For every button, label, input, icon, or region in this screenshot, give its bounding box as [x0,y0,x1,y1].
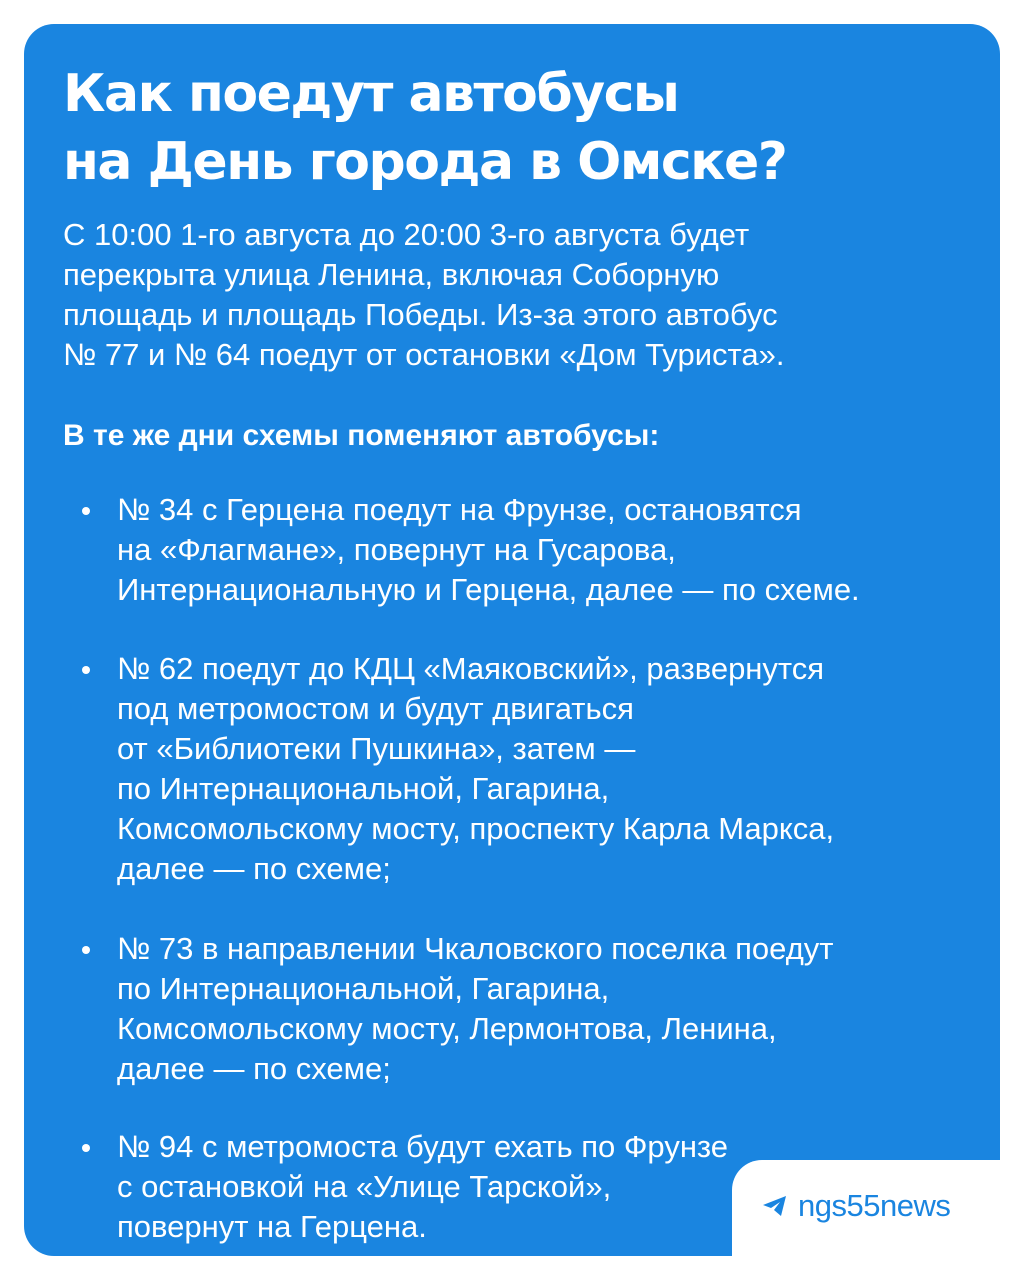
list-item-line: от «Библиотеки Пушкина», затем — [117,731,636,766]
list-item-line: Комсомольскому мосту, проспекту Карла Маркса, [117,811,835,846]
intro-paragraph [63,215,973,375]
info-card [24,24,1000,1256]
list-item-line: под метромостом и будут двигаться [117,691,634,726]
page-title [63,60,963,196]
intro-line: С 10:00 1-го августа до 20:00 3-го августа будет [63,217,750,252]
bullet-dot [82,946,90,954]
badge-content [762,1184,1000,1228]
list-item-line: № 73 в направлении Чкаловского поселка поедут [117,931,834,966]
list-item-text [117,1127,728,1247]
list-item-text [117,649,834,889]
list-item-line: Интернациональную и Герцена, далее — по схеме. [117,572,860,607]
section-heading: В те же дни схемы поменяют автобусы: [63,419,660,452]
title-line: на День города в Омске? [63,132,787,192]
title-line: Как поедут автобусы [63,64,679,124]
intro-line: площадь и площадь Победы. Из-за этого автобус [63,297,778,332]
bullet-dot [82,1144,90,1152]
telegram-channel-badge[interactable] [732,1160,1000,1256]
list-item-line: № 34 с Герцена поедут на Фрунзе, остановятся [117,492,802,527]
list-item-line: № 94 с метромоста будут ехать по Фрунзе [117,1129,729,1164]
bullet-dot [82,666,90,674]
bullet-dot [82,507,90,515]
list-item-line: на «Флагмане», повернут на Гусарова, [117,532,676,567]
list-item-line: № 62 поедут до КДЦ «Маяковский», развернутся [117,651,825,686]
intro-line: перекрыта улица Ленина, включая Соборную [63,257,720,292]
list-item-line: повернут на Герцена. [117,1209,427,1244]
list-item-line: далее — по схеме; [117,851,391,886]
list-item-line: далее — по схеме; [117,1051,391,1086]
list-item-line: с остановкой на «Улице Тарской», [117,1169,612,1204]
list-item-text [117,490,860,610]
list-item-line: по Интернациональной, Гагарина, [117,971,610,1006]
intro-line: № 77 и № 64 поедут от остановки «Дом Туриста». [63,337,785,372]
list-item-line: Комсомольскому мосту, Лермонтова, Ленина, [117,1011,777,1046]
list-item-text [117,929,834,1089]
channel-name: ngs55news [798,1188,951,1223]
telegram-icon [762,1194,788,1218]
list-item-line: по Интернациональной, Гагарина, [117,771,610,806]
